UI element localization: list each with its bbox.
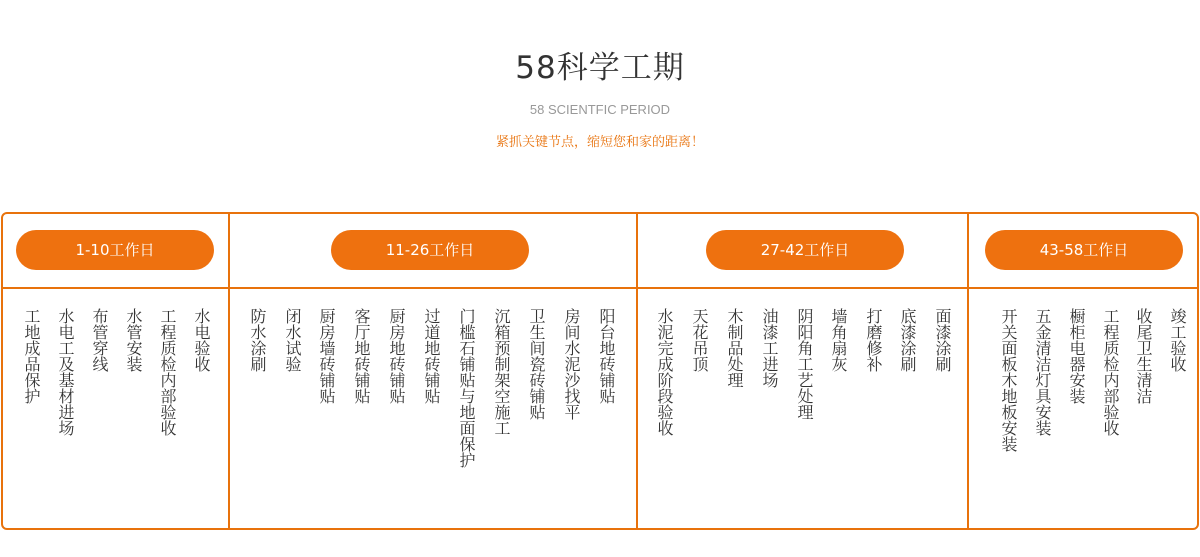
step-item: 水电验收 [192, 308, 211, 372]
phase-steps [3, 308, 228, 528]
phase-steps [969, 308, 1197, 528]
phase-43-58 [969, 214, 1197, 528]
step-item: 打磨修补 [864, 308, 883, 372]
step-item: 竣工验收 [1168, 308, 1187, 372]
step-item: 门槛石铺贴与地面保护 [457, 308, 476, 468]
step-item: 水管安装 [124, 308, 143, 372]
phase-header [969, 214, 1197, 289]
schedule-table [1, 212, 1199, 530]
step-item: 阴阳角工艺处理 [795, 308, 814, 420]
step-item: 布管穿线 [90, 308, 109, 372]
phase-pill-1-10[interactable]: 1-10工作日 [16, 230, 214, 270]
step-item: 闭水试验 [283, 308, 302, 372]
step-item: 工程质检内部验收 [1101, 308, 1120, 436]
step-item: 沉箱预制架空施工 [492, 308, 511, 436]
step-item: 木制品处理 [725, 308, 744, 388]
step-item: 开关面板木地板安装 [999, 308, 1018, 452]
phase-pill-11-26[interactable]: 11-26工作日 [331, 230, 529, 270]
phase-steps [638, 308, 967, 528]
phase-header [230, 214, 636, 289]
step-item: 水泥完成阶段验收 [655, 308, 674, 436]
phase-steps [230, 308, 636, 528]
step-item: 油漆工进场 [760, 308, 779, 388]
phase-11-26 [230, 214, 638, 528]
phase-27-42 [638, 214, 969, 528]
step-item: 过道地砖铺贴 [422, 308, 441, 404]
step-item: 卫生间瓷砖铺贴 [527, 308, 546, 420]
step-item: 橱柜电器安装 [1067, 308, 1086, 404]
step-item: 房间水泥沙找平 [562, 308, 581, 420]
step-item: 客厅地砖铺贴 [352, 308, 371, 404]
step-item: 厨房地砖铺贴 [387, 308, 406, 404]
step-item: 五金清洁灯具安装 [1033, 308, 1052, 436]
phase-pill-43-58[interactable]: 43-58工作日 [985, 230, 1183, 270]
step-item: 天花吊顶 [690, 308, 709, 372]
step-item: 防水涂刷 [248, 308, 267, 372]
phase-header [638, 214, 967, 289]
step-item: 面漆涂刷 [933, 308, 952, 372]
step-item: 墙角扇灰 [829, 308, 848, 372]
step-item: 工程质检内部验收 [158, 308, 177, 436]
phase-pill-27-42[interactable]: 27-42工作日 [706, 230, 904, 270]
step-item: 厨房墙砖铺贴 [317, 308, 336, 404]
page-slogan: 紧抓关键节点，缩短您和家的距离！ [495, 135, 704, 150]
step-item: 阳台地砖铺贴 [597, 308, 616, 404]
step-item: 底漆涂刷 [898, 308, 917, 372]
page-title: 58科学工期 [515, 50, 685, 86]
step-item: 收尾卫生清洁 [1134, 308, 1153, 404]
phase-1-10 [3, 214, 230, 528]
step-item: 工地成品保护 [22, 308, 41, 404]
page-subtitle: 58 SCIENTFIC PERIOD [529, 102, 671, 117]
phase-header [3, 214, 228, 289]
step-item: 水电工及基材进场 [56, 308, 75, 436]
